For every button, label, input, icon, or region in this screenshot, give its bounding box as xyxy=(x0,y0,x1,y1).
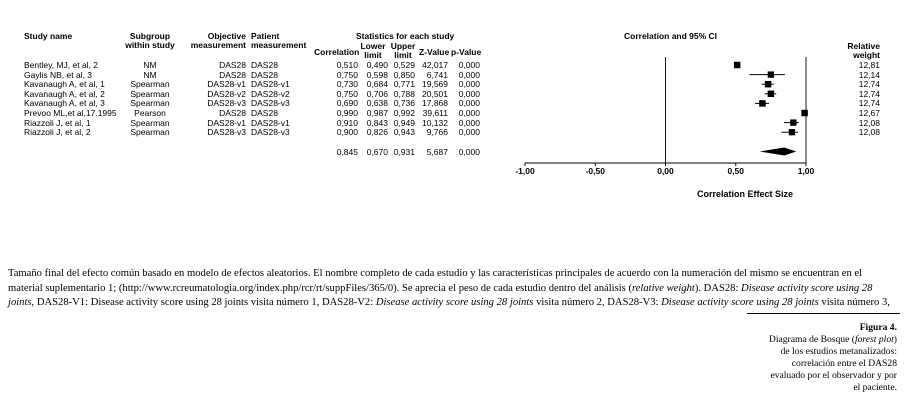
cell-study-name: Gaylis NB, et al, 3 xyxy=(24,69,93,80)
cell-subgroup: Spearman xyxy=(130,117,170,128)
figure-desc-line-2: de los estudios metanalizados: xyxy=(780,346,897,358)
cell-correlation: 0,990 xyxy=(336,108,358,118)
effect-square xyxy=(768,71,774,77)
cell-p-value: 0,000 xyxy=(458,69,480,80)
cell-objective: DAS28-v1 xyxy=(207,117,246,128)
cell-study-name: Kavanaugh A, et al, 1 xyxy=(24,79,105,90)
cell-patient: DAS28-v1 xyxy=(251,79,290,90)
cell-objective: DAS28-v2 xyxy=(207,88,246,99)
cell-relative-weight: 12,67 xyxy=(858,108,880,118)
summary-p-value: 0,000 xyxy=(458,147,480,157)
caption-das28v2-def: Disease activity score using 28 joints xyxy=(375,297,534,309)
cell-relative-weight: 12,74 xyxy=(858,88,880,99)
figure-rule xyxy=(747,313,900,314)
cell-patient: DAS28-v1 xyxy=(251,117,290,128)
cell-relative-weight: 12,08 xyxy=(858,117,880,128)
cell-subgroup: Pearson xyxy=(134,108,166,118)
header-p-value: p-Value xyxy=(451,47,482,57)
cell-upper: 0,850 xyxy=(393,69,415,80)
cell-lower: 0,987 xyxy=(366,108,388,118)
cell-subgroup: Spearman xyxy=(130,127,170,138)
cell-lower: 0,843 xyxy=(366,117,388,128)
header-z-value: Z-Value xyxy=(419,47,450,57)
cell-subgroup: NM xyxy=(143,69,157,80)
x-tick-label: 0,00 xyxy=(657,166,674,176)
caption-relative-weight: relative weight xyxy=(631,282,695,294)
cell-study-name: Bentley, MJ, et al, 2 xyxy=(24,60,99,70)
cell-correlation: 0,750 xyxy=(336,69,358,80)
summary-lower: 0,670 xyxy=(366,147,388,157)
cell-upper: 0,771 xyxy=(393,79,415,90)
cell-study-name: Riazzoli J, et al, 1 xyxy=(24,117,91,128)
cell-p-value: 0,000 xyxy=(458,108,480,118)
cell-correlation: 0,750 xyxy=(336,88,358,99)
cell-study-name: Prevoo ML,et al,17.1995 xyxy=(24,108,117,118)
cell-upper: 0,992 xyxy=(393,108,415,118)
cell-upper: 0,943 xyxy=(393,127,415,138)
caption-line-1 xyxy=(8,267,900,282)
cell-upper: 0,788 xyxy=(393,88,415,99)
cell-z-value: 10,132 xyxy=(422,117,448,128)
header-objective-line2: measurement xyxy=(190,40,246,50)
header-weight-line1: Relative xyxy=(847,41,880,51)
cell-lower: 0,684 xyxy=(366,79,388,90)
cell-study-name: Riazzoli J, et al, 2 xyxy=(24,127,91,138)
header-subgroup-line1: Subgroup xyxy=(129,31,171,41)
cell-z-value: 19,569 xyxy=(422,79,448,90)
effect-square xyxy=(789,129,795,135)
cell-z-value: 39,611 xyxy=(422,108,448,118)
cell-objective: DAS28-v3 xyxy=(207,127,246,138)
cell-correlation: 0,690 xyxy=(336,98,358,109)
cell-patient: DAS28-v3 xyxy=(251,127,290,138)
header-upper-line1: Upper xyxy=(390,41,416,51)
cell-z-value: 20,501 xyxy=(422,88,448,99)
header-patient-line1: Patient xyxy=(251,31,280,41)
cell-patient: DAS28 xyxy=(251,108,278,118)
cell-objective: DAS28-v1 xyxy=(207,79,246,90)
figure-desc-line-1 xyxy=(735,334,897,346)
axis-title: Correlation Effect Size xyxy=(697,189,794,199)
cell-upper: 0,736 xyxy=(393,98,415,109)
header-upper-line2: limit xyxy=(394,50,412,60)
figure-desc-1b: ) xyxy=(893,334,897,346)
cell-relative-weight: 12,81 xyxy=(858,60,880,70)
figure-forest-plot: forest plot xyxy=(854,334,894,346)
cell-relative-weight: 12,74 xyxy=(858,98,880,109)
cell-z-value: 17,868 xyxy=(422,98,448,109)
x-tick-label: -0,50 xyxy=(585,166,605,176)
cell-z-value: 6,741 xyxy=(426,69,448,80)
caption-das28-def: Disease activity score using 28 xyxy=(741,282,873,294)
cell-study-name: Kavanaugh A, et al, 3 xyxy=(24,98,105,109)
effect-square xyxy=(765,81,771,87)
figure-desc-line-4: evaluado por el observador y por xyxy=(770,370,897,382)
figure-number: Figura 4. xyxy=(859,322,897,333)
cell-p-value: 0,000 xyxy=(458,60,480,70)
effect-square xyxy=(759,100,765,106)
cell-patient: DAS28 xyxy=(251,60,278,70)
figure-label-box xyxy=(735,322,897,395)
header-lower-line1: Lower xyxy=(360,41,386,51)
cell-p-value: 0,000 xyxy=(458,79,480,90)
header-correlation: Correlation xyxy=(314,47,360,57)
cell-subgroup: Spearman xyxy=(130,79,170,90)
cell-lower: 0,826 xyxy=(366,127,388,138)
figure-desc-line-5: el paciente. xyxy=(853,382,897,394)
cell-z-value: 42,017 xyxy=(422,60,448,70)
summary-correlation: 0,845 xyxy=(336,147,358,157)
header-lower-line2: limit xyxy=(364,50,382,60)
caption-line-3-a: , DAS28-V1: Disease activity score using 28 joints visita número 1, DAS28-V2: xyxy=(31,297,376,309)
cell-objective: DAS28 xyxy=(219,69,246,80)
header-plot-title: Correlation and 95% CI xyxy=(624,31,718,41)
caption-line-2-b: ). DAS28: xyxy=(694,282,742,294)
x-tick-label: 0,50 xyxy=(727,166,745,176)
cell-lower: 0,638 xyxy=(366,98,388,109)
caption-joints: joints xyxy=(8,297,32,309)
header-weight-line2: weight xyxy=(853,50,880,60)
figure-caption xyxy=(8,267,900,311)
cell-p-value: 0,000 xyxy=(458,127,480,138)
effect-square xyxy=(790,119,796,125)
cell-study-name: Kavanaugh A, et al, 2 xyxy=(24,88,105,99)
cell-correlation: 0,730 xyxy=(336,79,358,90)
cell-patient: DAS28-v2 xyxy=(251,88,290,99)
header-statistics-title: Statistics for each study xyxy=(356,31,455,41)
caption-line-3-b: visita número 2, DAS28-V3: xyxy=(533,297,662,309)
cell-lower: 0,490 xyxy=(366,60,388,70)
x-tick-label: 1,00 xyxy=(797,166,815,176)
cell-p-value: 0,000 xyxy=(458,98,480,109)
cell-p-value: 0,000 xyxy=(458,88,480,99)
figure-desc-line-3: correlación entre el DAS28 xyxy=(791,358,897,370)
caption-line-2 xyxy=(8,282,900,297)
cell-relative-weight: 12,74 xyxy=(858,79,880,90)
cell-correlation: 0,510 xyxy=(336,60,358,70)
summary-z-value: 5,687 xyxy=(426,147,448,157)
cell-patient: DAS28 xyxy=(251,69,278,80)
cell-subgroup: NM xyxy=(143,60,157,70)
cell-upper: 0,949 xyxy=(393,117,415,128)
caption-das28v3-def: Disease activity score using 28 joints xyxy=(661,297,819,309)
effect-square xyxy=(801,110,807,116)
caption-line-3 xyxy=(8,296,900,311)
cell-upper: 0,529 xyxy=(393,60,415,70)
figure-desc-1a: Diagrama de Bosque ( xyxy=(768,334,855,346)
summary-diamond xyxy=(760,148,797,156)
header-patient-line2: measurement xyxy=(251,40,307,50)
cell-relative-weight: 12,14 xyxy=(858,69,880,80)
cell-subgroup: Spearman xyxy=(130,98,170,109)
summary-upper: 0,931 xyxy=(393,147,415,157)
cell-subgroup: Spearman xyxy=(130,88,170,99)
caption-line-2-a: material suplementario 1; (http://www.rcreumatologia.org/index.php/rcr/rt/suppFiles/365/0). Se aprecia el peso de cada estudio dentro del análisis ( xyxy=(8,282,632,294)
cell-correlation: 0,910 xyxy=(336,117,358,128)
cell-objective: DAS28 xyxy=(219,108,246,118)
header-study-name: Study name xyxy=(24,31,73,41)
header-objective-line1: Objective xyxy=(207,31,246,41)
cell-relative-weight: 12,08 xyxy=(858,127,880,138)
cell-patient: DAS28-v3 xyxy=(251,98,290,109)
caption-line-1-text: Tamaño final del efecto común basado en modelo de efectos aleatorios. El nombre completo de cada estudio y las características principales de acuerdo con la numeración del mismo se encuentran en el xyxy=(8,268,863,279)
cell-objective: DAS28-v3 xyxy=(207,98,246,109)
caption-line-3-c: visita número 3, xyxy=(818,297,890,309)
cell-p-value: 0,000 xyxy=(458,117,480,128)
effect-square xyxy=(734,62,741,69)
effect-square xyxy=(768,91,774,97)
cell-correlation: 0,900 xyxy=(336,127,358,138)
x-tick-label: -1,00 xyxy=(515,166,535,176)
cell-z-value: 9,766 xyxy=(426,127,448,138)
cell-lower: 0,598 xyxy=(366,69,388,80)
cell-lower: 0,706 xyxy=(366,88,388,99)
header-subgroup-line2: within study xyxy=(125,40,175,50)
cell-objective: DAS28 xyxy=(219,60,246,70)
